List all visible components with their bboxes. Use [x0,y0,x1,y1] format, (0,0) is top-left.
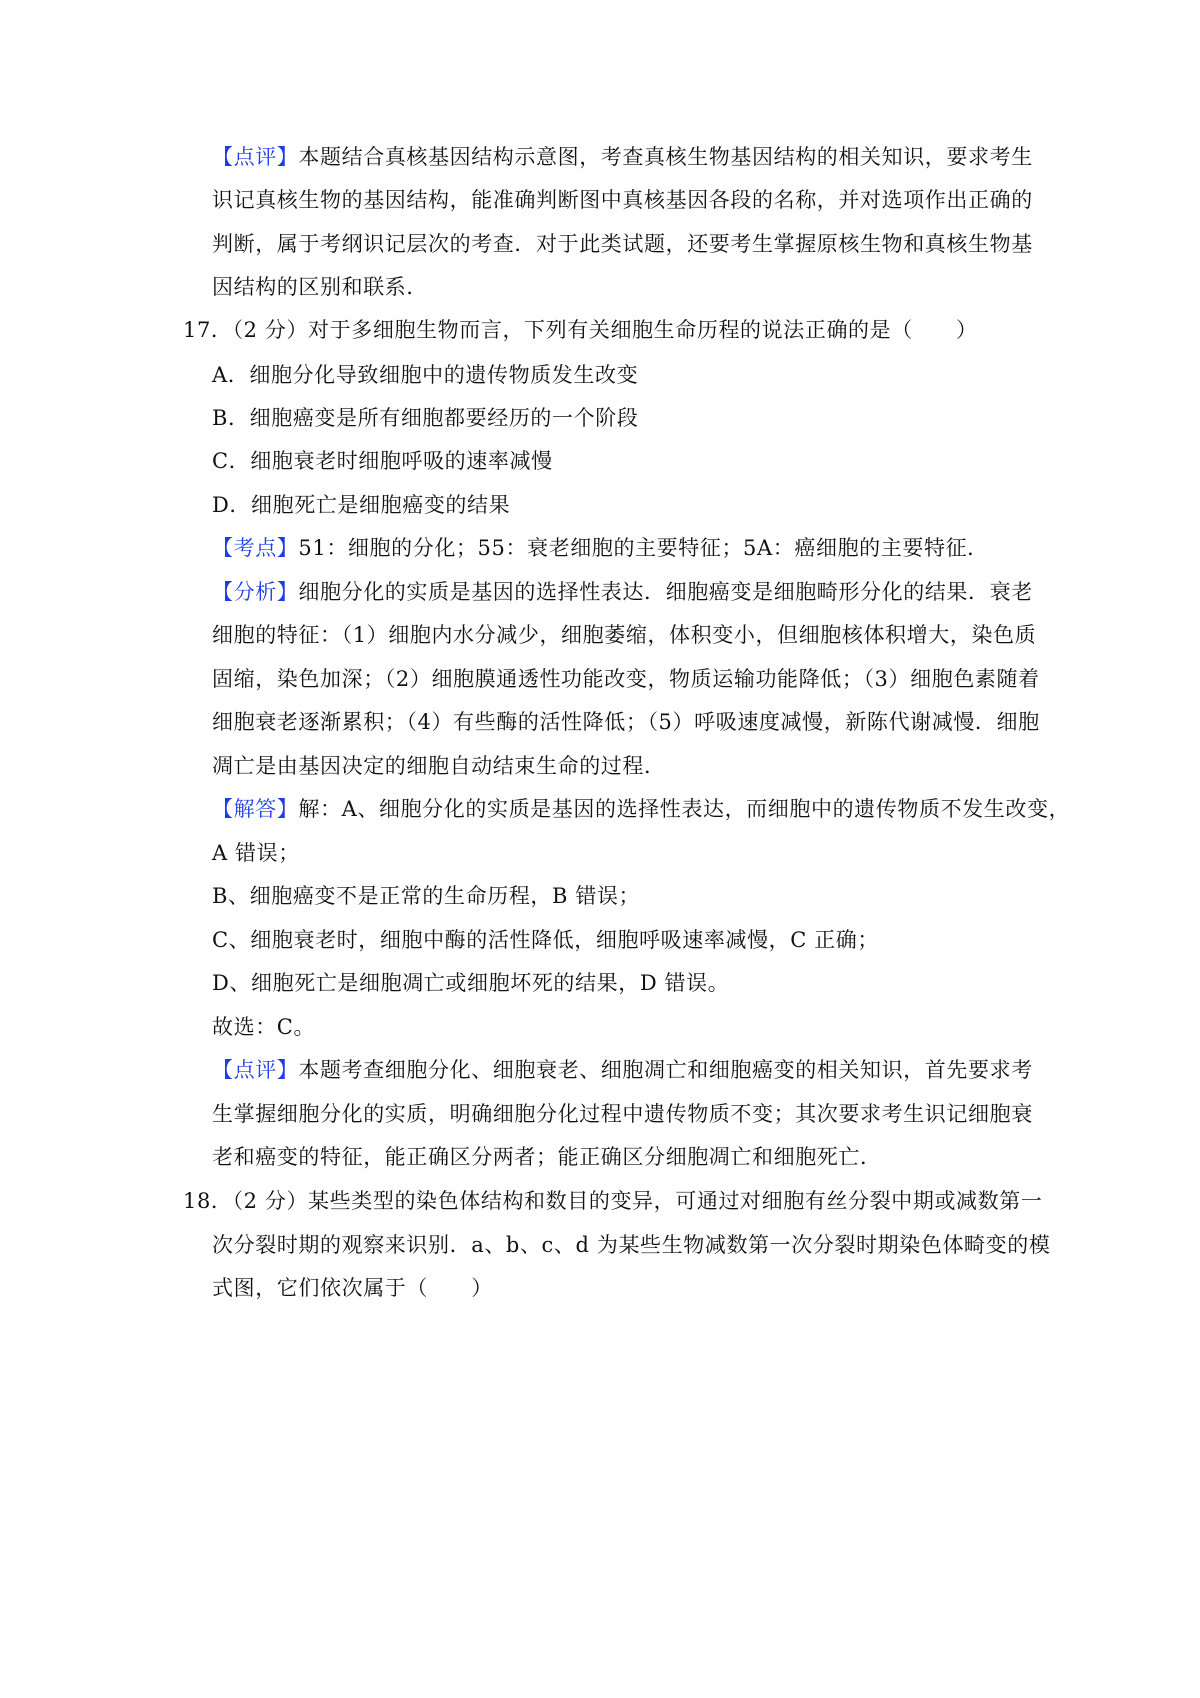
q17-stem: 17．（2 分）对于多细胞生物而言，下列有关细胞生命历程的说法正确的是（ ） [183,318,978,342]
q17-fenxi-line-5: 凋亡是由基因决定的细胞自动结束生命的过程． [212,754,666,778]
review-16-line-4: 因结构的区别和联系． [212,275,428,299]
q17-fenxi-line-4: 细胞衰老逐渐累积；（4）有些酶的活性降低；（5）呼吸速度减慢，新陈代谢减慢．细胞 [212,710,1040,734]
q17-jieda-line-2: A 错误； [212,841,300,865]
fenxi-text-1: 细胞分化的实质是基因的选择性表达．细胞癌变是细胞畸形分化的结果．衰老 [298,580,1033,604]
q17-dianping-line-1 [212,1055,1033,1085]
dianping-text-1: 本题考查细胞分化、细胞衰老、细胞凋亡和细胞癌变的相关知识，首先要求考 [298,1058,1033,1082]
q18-stem-line-1: 18．（2 分）某些类型的染色体结构和数目的变异，可通过对细胞有丝分裂中期或减数第一 [183,1189,1043,1213]
fenxi-tag: 【分析】 [212,580,299,604]
jieda-tag: 【解答】 [212,797,299,821]
q17-option-c: C．细胞衰老时细胞呼吸的速率减慢 [212,449,553,473]
kaodian-text: 51：细胞的分化；55：衰老细胞的主要特征；5A：癌细胞的主要特征． [298,536,989,560]
q17-jieda-line-3: B、细胞癌变不是正常的生命历程，B 错误； [212,884,641,908]
review-16-text-1: 本题结合真核基因结构示意图，考查真核生物基因结构的相关知识，要求考生 [298,145,1033,169]
q18-stem-line-3: 式图，它们依次属于（ ） [212,1276,493,1300]
q17-jieda-line-1 [212,794,1070,824]
q17-dianping-line-3: 老和癌变的特征，能正确区分两者；能正确区分细胞凋亡和细胞死亡． [212,1145,882,1169]
dianping-tag: 【点评】 [212,1058,299,1082]
jieda-text-1: 解：A、细胞分化的实质是基因的选择性表达，而细胞中的遗传物质不发生改变， [298,797,1071,821]
review-16-line-3: 判断，属于考纲识记层次的考查．对于此类试题，还要考生掌握原核生物和真核生物基 [212,232,1033,256]
review-tag: 【点评】 [212,145,299,169]
q17-jieda-line-6: 故选：C。 [212,1015,316,1039]
q17-kaodian [212,533,989,563]
q17-jieda-line-5: D、细胞死亡是细胞凋亡或细胞坏死的结果，D 错误。 [212,971,730,995]
q17-option-b: B．细胞癌变是所有细胞都要经历的一个阶段 [212,406,639,430]
q17-fenxi-line-2: 细胞的特征：（1）细胞内水分减少，细胞萎缩，体积变小，但细胞核体积增大，染色质 [212,623,1037,647]
q17-jieda-line-4: C、细胞衰老时，细胞中酶的活性降低，细胞呼吸速率减慢，C 正确； [212,928,880,952]
q17-option-a: A．细胞分化导致细胞中的遗传物质发生改变 [212,363,639,387]
q17-fenxi-line-1 [212,577,1033,607]
review-16-line-1 [212,142,1033,172]
review-16-line-2: 识记真核生物的基因结构，能准确判断图中真核基因各段的名称，并对选项作出正确的 [212,188,1033,212]
q17-fenxi-line-3: 固缩，染色加深；（2）细胞膜通透性功能改变，物质运输功能降低；（3）细胞色素随着 [212,667,1040,691]
q18-stem-line-2: 次分裂时期的观察来识别．a、b、c、d 为某些生物减数第一次分裂时期染色体畸变的模 [212,1233,1051,1257]
kaodian-tag: 【考点】 [212,536,299,560]
q17-option-d: D．细胞死亡是细胞癌变的结果 [212,493,511,517]
q17-dianping-line-2: 生掌握细胞分化的实质，明确细胞分化过程中遗传物质不变；其次要求考生识记细胞衰 [212,1102,1033,1126]
